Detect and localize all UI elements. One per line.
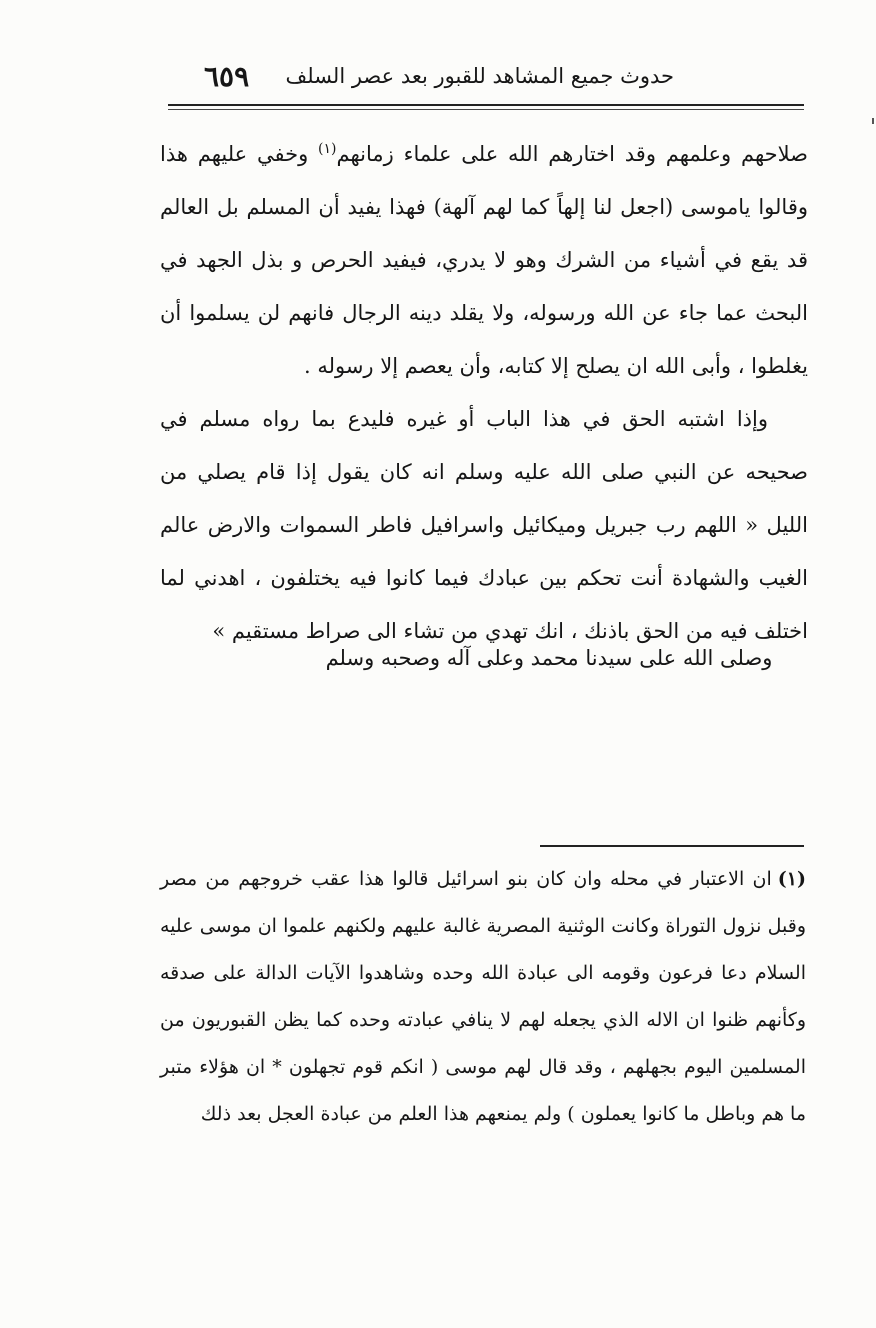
paragraph-2: وإذا اشتبه الحق في هذا الباب أو غيره فليدع بما رواه مسلم في صحيحه عن النبي صلى الله عليه وسلم انه كان يقول إذا قام يصلي من الليل « اللهم رب جبريل وميكائيل واسرافيل فاطر السموات والارض عالم الغيب والشهادة أنت تحكم بين عبادك فيما كانوا فيه يختلفون ، اهدني لما اختلف فيه من الحق باذنك ، انك تهدي من تشاء الى صراط مستقيم » [160,407,808,643]
page-number: ٦٥٩ [204,60,250,93]
footnote-text: ان الاعتبار في محله وان كان بنو اسرائيل قالوا هذا عقب خروجهم من مصر وقبل نزول التوراة وكانت الوثنية المصرية غالبة عليهم ولكنهم علموا ان موسى عليه السلام دعا فرعون وقومه الى عبادة الله وحده وشاهدوا الآيات الدالة على صدقه وكأنهم ظنوا ان الاله الذي يجعله لهم لا ينافي عبادته وحده كما يظن القبوريون من المسلمين اليوم بجهلهم ، وقد قال لهم موسى ( انكم قوم تجهلون * ان هؤلاء متبر ما هم وباطل ما كانوا يعملون ) ولم يمنعهم هذا العلم من عبادة العجل بعد ذلك [160,868,806,1125]
paragraph-1-start: صلاحهم وعلمهم وقد اختارهم الله على علماء زمانهم [336,142,808,166]
footnote-paragraph [160,856,806,1138]
main-text [160,128,808,658]
footnote-reference[interactable]: (١) [318,141,337,157]
scan-speck [872,118,874,124]
header-rule-thin [168,109,804,110]
footnote-rule [540,845,804,847]
paragraph-1 [160,128,808,393]
paragraph-1-rest: وخفي عليهم هذا وقالوا ياموسى (اجعل لنا إلهاً كما لهم آلهة) فهذا يفيد أن المسلم بل العالم قد يقع في أشياء من الشرك وهو لا يدري، فيفيد الحرص و بذل الجهد في البحث عما جاء عن الله ورسوله، ولا يقلد دينه الرجال فانهم لن يسلموا أن يغلطوا ، وأبى الله ان يصلح إلا كتابه، وأن يعصم إلا رسوله . [160,142,808,378]
footnote [160,856,806,1138]
page-header [168,58,804,102]
footnote-marker: (١) [777,868,806,890]
header-rule [168,104,804,106]
closing-blessing: وصلى الله على سيدنا محمد وعلى آله وصحبه وسلم [325,646,773,670]
running-title: حدوث جميع المشاهد للقبور بعد عصر السلف [285,64,674,88]
